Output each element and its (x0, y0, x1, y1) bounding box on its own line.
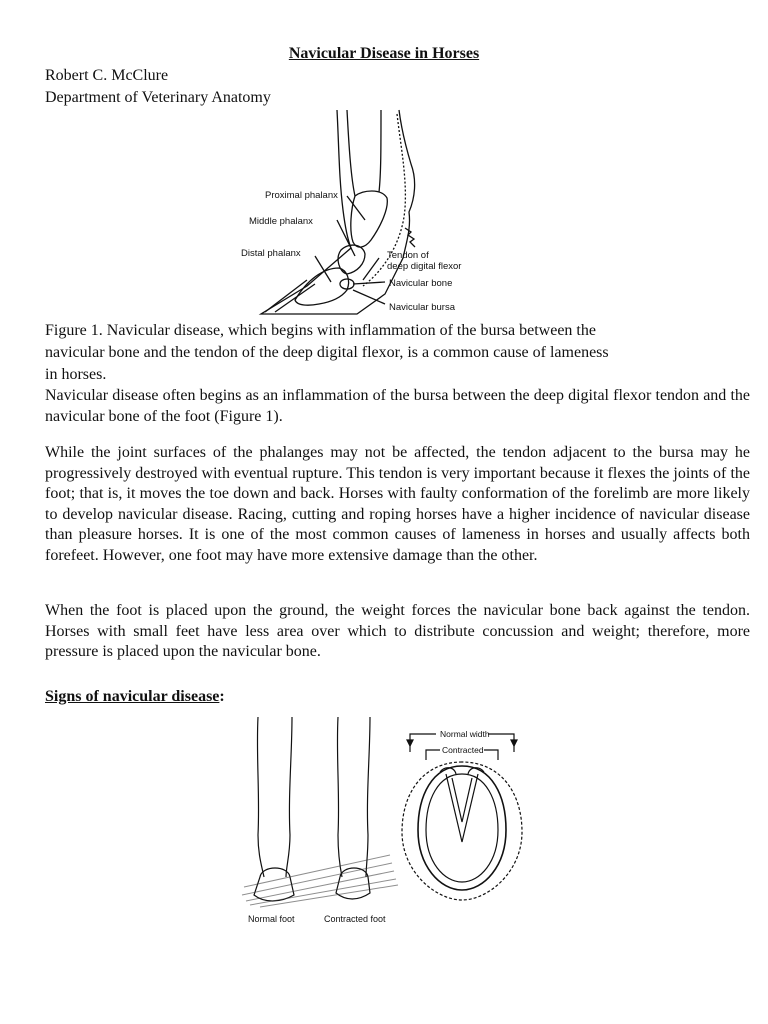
label-distal-phalanx: Distal phalanx (241, 248, 301, 259)
figure1-caption-line: in horses. (45, 366, 107, 383)
right-leg-outline (366, 717, 370, 877)
left-leg-outline (286, 717, 292, 877)
leader-navicular-bone (353, 282, 385, 284)
body-paragraph: When the foot is placed upon the ground, the weight forces the navicular bone back against the tendon. Horses with small feet have less area over which to distribute concussion and weight; therefore, more pressure is placed upon the navicular bone. (45, 602, 750, 660)
ground-shading (242, 855, 398, 907)
cannon-bone (347, 110, 381, 196)
normal-hoof (254, 868, 294, 901)
department-name: Department of Veterinary Anatomy (45, 89, 271, 106)
label-contracted: Contracted (442, 745, 484, 755)
label-middle-phalanx: Middle phalanx (249, 216, 313, 227)
figure1-foot-anatomy-diagram (235, 108, 490, 320)
figure1-caption-line: Figure 1. Navicular disease, which begins with inflammation of the bursa between the (45, 322, 596, 339)
proximal-phalanx-bone (351, 191, 387, 247)
body-paragraph: While the joint surfaces of the phalanges may not be affected, the tendon adjacent to the bursa may he progressively destroyed with eventual rupture. This tendon is very important because it flexes the joints of the foot; that is, it moves the toe down and back. Horses with faulty conformation of the forelimb are more likely to develop navicular disease. Racing, cutting and roping horses have a higher incidence of navicular disease than pleasure horses. It is one of the most common causes of lameness in horses and usually affects both forefeet. However, one foot may have more extensive damage than the other. (45, 444, 750, 564)
normal-hoof-outline (402, 762, 522, 900)
figure1-caption-line: navicular bone and the tendon of the deep digital flexor, is a common cause of lameness (45, 344, 609, 361)
document-title: Navicular Disease in Horses (288, 45, 480, 62)
section-heading-text: Signs of navicular disease (45, 688, 220, 705)
right-leg-outline (337, 717, 342, 877)
navicular-bone-shape (340, 279, 354, 289)
figure2-hoof-sole-diagram (396, 722, 528, 904)
label-contracted-foot: Contracted foot (324, 914, 386, 924)
leader-proximal (347, 196, 365, 220)
body-paragraph: Navicular disease often begins as an inflammation of the bursa between the deep digital flexor tendon and the navicular bone of the foot (Figure 1). (45, 387, 750, 425)
frog-shape (446, 774, 478, 842)
label-tendon-line1: Tendon of (387, 250, 429, 261)
section-heading (45, 687, 225, 707)
label-navicular-bursa: Navicular bursa (389, 302, 455, 313)
left-leg-outline (257, 717, 264, 877)
contracted-hoof-outline (418, 766, 506, 890)
leader-tendon (363, 258, 379, 280)
sole-outline (426, 774, 498, 882)
label-tendon-line2: deep digital flexor (387, 261, 462, 272)
label-normal-width: Normal width (440, 729, 490, 739)
label-navicular-bone: Navicular bone (389, 278, 453, 289)
label-proximal-phalanx: Proximal phalanx (265, 190, 338, 201)
figure2-legs-diagram (240, 715, 400, 930)
label-normal-foot: Normal foot (248, 914, 295, 924)
section-heading-colon: : (219, 688, 225, 705)
author-name: Robert C. McClure (45, 67, 169, 84)
